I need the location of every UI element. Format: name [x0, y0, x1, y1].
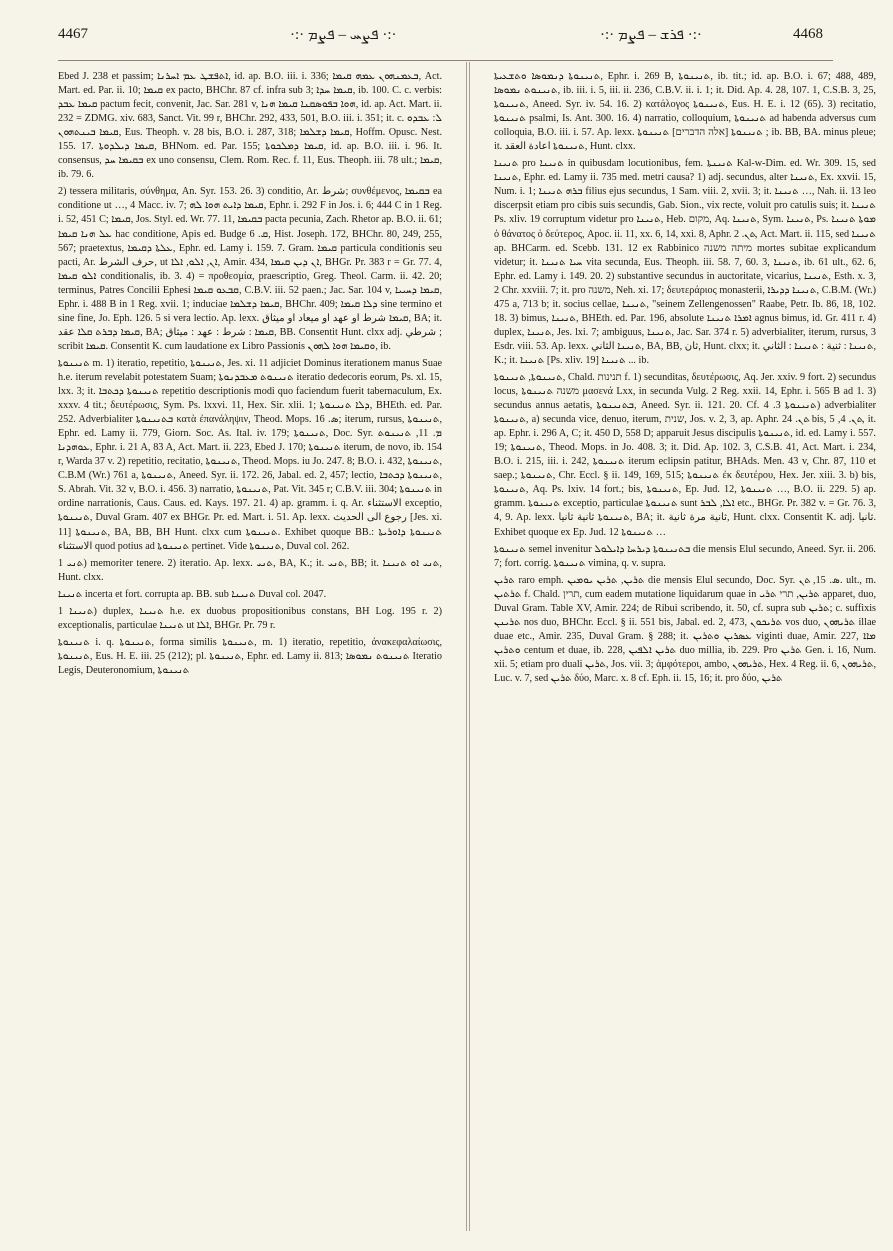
entry-paragraph: ܬܢܝܢܐ 1) duplex, ܬܢܝܢܐ h.e. ex duobus propositionibus constans, BH Log. 195 r. 2) exceptionalis, particulae ܬܢܝܢܐ ut ܐܠܐ, BHGr. Pr. 79 r.: [58, 605, 442, 631]
page-header: [0, 18, 893, 48]
entry-paragraph: Ebed J. 238 et passim; ܐܬܦܫܛ ܥܡ ܐܚܪܢܐ, id. ap. B.O. iii. i. 336; ܒܥܡܢܗܘܢ ܥܡܗ ܩܝܡܐ, Act. Mart. ed. Par. ii. 10; ܩܝܡܐ ex pacto, BHChr. 87 cf. infra sub 3; ܩܝܡܐ ܚܕܐ, ib. 100. C. c. verbis: ܩܝܡܐ ܥܒܕ pactum fecit, convenit, Jac. Sar. 281 v, ܗܘܐ ܒܦܘܣܩܢܐ ܩܝܡܐ ܗܢܐ, id. ap. Act. Mart. ii. 232 = ZDMG. xiv. 683, Sanct. Vit. 99 r, BHChr. 292, 433, 501, B.O. iii. i. 351; it. c. ܠ: ܥܒܕܘ ܩܝܡܐ ܒܝܢܬܗܘܢ, Eus. Theoph. v. 28 bis, B.O. i. 287, 318; ܩܝܡܐ ܕܫܠܡܐ, Hoffm. Opusc. Nest. 155. 17. ܩܝܡܐ ܕܝܠܕܘܬܐ, BHNom. ed. Par. 155; ܩܝܡܐ ܕܡܠܟܘܬܐ, id. ap. B.O. iii. i. 96. It. consensus, ܒܩܝܡܐ ܚܕ ex uno consensu, Clem. Rom. Rec. f. 11, Eus. Theoph. iii. 78 ult.; ܩܝܡܐ, ib. 79. 6.: [58, 71, 442, 181]
right-running-head: ·:· ܦܪܫ – ܦܨܡ ·:·: [600, 27, 702, 43]
header-rule: [58, 60, 833, 61]
left-column: [58, 70, 442, 1230]
entry-paragraph: ܬܢܝܢܐ incerta et fort. corrupta ap. BB. sub ܬܢܝܢܐ Duval col. 2047.: [58, 588, 327, 600]
entry-paragraph: ܬܢܝ 1) memoriter tenere. 2) iteratio. Ap. lexx. ܬܢܝ, BA, K.; it. ܬܢܝ, BB; it. ܬܢܝ ܐܘ ܬܢܝܢܐ, Hunt. clxx.: [58, 557, 442, 583]
entry-paragraph: ܬܢܝܢܘܬܐ semel invenitur ܒܬܢܝܢܘܬܐ ܕܝܪܚܐ ܕܐܝܠܘܠ die mensis Elul secundo, Aneed. Syr. ii. 206. 7; fort. corrig. ܬܢܝܢܘܬܐ vimina, q. v. supra.: [494, 543, 876, 569]
column-divider: [466, 62, 470, 1231]
entry-paragraph: 2) tessera militaris, σύνθημα, An. Syr. 153. 26. 3) conditio, Ar. شرط; συνθέμενος, ܒܩܝܡܐ ea conditione ut …, 4 Macc. iv. 7; ܩܝܡܐ ܕܐܝܬ ܗܘܐ ܠܗ, Ephr. i. 292 F in Jos. i. 6; 444 C in 1 Reg. i. 52, 451 C; ܩܝܡܐ, Jos. Styl. ed. Wr. 77. 11, ܒܩܝܡܐ pacta pecunia, Zach. Rhetor ap. B.O. ii. 61; ܥܠ ܗܢܐ ܩܝܡܐ hac conditione, Apis ed. Budge ܩ. 6, Hist. Joseph. 172, BHChr. 80, 249, 255, 567; praetextus, ܥܠܬܐ ܕܩܝܡܐ, Ephr. ed. Lamy i. 159. 7. Gram. ܩܝܡܐ particula conditionis seu pacti, Ar. حرف الشرط, ut ܐܢ, ܐܠܘ, ܐܠܐ, Amir. 434, ܐܢ ܕܝܢ ܩܝܡܐ, BHGr. Pr. 383 r = Gr. 77. 4, ܐܠܘ ܩܝܡܐ conditionalis, ib. 3. 4) = προθεσμία, praescriptio, Greg. Theol. Carm. ii. 42. 20; terminus, Patres Concilii Ephesi ܩܒܥܘ ܩܝܡܐ, C.B.V. iii. 52 paen.; Jac. Sar. 104 v, ܩܝܡܐ ܕܚܝܝܐ, Ephr. i. 488 B in 1 Reg. xvii. 1; induciae ܩܝܡܐ ܕܫܠܡܐ, BHChr. 409; ܕܠܐ ܩܝܡܐ sine termino et sine fine, Jo. Eph. 126. 5 si vera lectio. Ap. lexx. ܩܝܡܐ شرط او عهد او ميعاد او ميثاق, BA; it. ܩܝܡܐ ܕܒܪܬ ܩܠܐ عقد, BA; ܩܝܡܐ : شرط : عهد : ميثاق, BB. Consentit Hunt. clxx adj. شرطي ; scribit ܩܝܡܐ. Consentit K. cum laudatione ex Libro Passionis ܘܩܝܡܐ ܗܘܐ ܠܗܘܢ, ib.: [58, 186, 442, 352]
right-page-number: 4468: [793, 26, 823, 42]
entry-paragraph: ܬܢܝܢܘܬܐ ܕܢܡܘܣܐ ܘܬܫܥܝܬܐ, Ephr. i. 269 B, ܬܢܝܢܘܬܐ, ib. tit.; id. ap. B.O. i. 67; 488, 489, ܬܢܝܢܘܬ ܢܡܘܣܐ, ib. iii. i. 5, iii. ii. 236, C.B.V. ii. i. 1; it. Did. Ap. 4. 28, 107. 1, C.S.B. 3, 25, ܬܢܝܢܘܬܐ, Aneed. Syr. iv. 54. 16. 2) κατάλογος ܬܢܝܢܘܬܐ, Eus. H. E. i. 12 (65). 3) recitatio, ܬܢܝܢܘܬܐ psalmi, Is. Ant. 300. 16. 4) narratio, colloquium, ܬܢܝܢܘܬܐ ad habenda adversus cum colloquia, B.O. iii. i. 57. Ap. lexx. ܬܢܝܢܘܬܐ [אלה הדברים] ܬܢܝܢܘܬܐ ; ib. BB, BA. minus pleue; it. ܬܢܝܢܘܬܐ اعادة العقد, Hunt. clxx.: [494, 71, 876, 153]
entry-paragraph: ܬܢܝܢܘܬܐ, ܬܢܝܢܘܬܐ, Chald. תנינות f. 1) secunditas, δευτέρωσις, Aq. Jer. xxiv. 9 fort. 2) secundus locus, משנה ܬܢܝܢܘܬܐ μασενά Lxx, in secunda Vulg. 2 Reg. xxii. 14, Ephr. i. 565 B ad 1. 3) secundus annus aetatis, ܒܬܢܝܢܘܬܐ, Aneed. Syr. ii. 121. 20. Cf. ܬܢܝܢܘܬܐ 3. 4) adverbialiter ܬܢܝܢܘܬܐ, a) secunda vice, denuo, iterum, שנית, Jos. v. 2, 3, ap. Aphr. ܬܢ. 24 bis, ܬܢ. 4, 5, it. ap. Ephr. i. 296 A, C; it. 450 D, 558 D; apparuit Jesus discipulis ܬܢܝܢܘܬܐ, id. ed. Lamy i. 557. 19; ܬܢܝܢܘܬܐ, Theod. Mops. in Jo. 408. 3; it. Did. Ap. 102. 3, C.S.B. 41, Act. Mart. i. 234, B.O. i. 215, iii. i. 242, ܬܢܝܢܘܬܐ iterum eclipsin patitur, BHAds. Men. 43 v, Chr. 87, 110 et saep.; ܬܢܝܢܘܬܐ, Chr. Eccl. § ii. 149, 169, 515; ܬܢܝܢܘܬܐ ἐκ δευτέρου, Hex. Jer. xiii. 3. b) bis, ܬܢܝܢܘܬܐ, Aq. Ps. lxiv. 14 fort.; bis, ܬܢܝܢܘܬܐ, Ep. Jud. 12, ܬܢܝܢܘܬܐ …, B.O. ii. 229. 5) ap. gramm. ܬܢܝܢܘܬܐ exceptio, particulae ܬܢܝܢܘܬܐ sunt ܐܠܐ, ܠܒܪ etc., BHGr. Pr. 382 v. = Gr. 76. 3, 4, 9. Ap. lexx. ܬܢܝܢܘܬܐ ثانية ثانيا, BA; it. ثانية مرة ثانية, Hunt. clxx. Consentit K. adj. ثانيا. Exhibet quoque ex Ep. Jud. 12 ܬܢܝܢܘܬܐ …: [494, 371, 876, 538]
entry-paragraph: ܬܪܝܢ raro emph. ܬܪܝܢ, ܬܪܝܢ ܝܘܡܝܢ die mensis Elul secundo, Doc. Syr. ܣ. 15, ܬܢ. ult., m. ܬܪܬܝܢ f. Chald. תרין, cum eadem mutatione liquidarum quae in ܬܪܝܢ, תרי ܬܪܝ apparet, duo, Duval Gram. Table XV, Amir. 224; de Ribui scribendo, it. 50, cf. supra sub ܬܪܝܢ; c. suffixis ܬܪܝܢܢ nos duo, BHChr. Eccl. § ii. 551 bis, Jabal. ed. 2, 473, ܬܪܝܟܘܢ vos duo, ܬܪܝܗܘܢ illae duae etc., Amir. 235, Duval Gram. § 288; it. ܥܣܪܝܢ ܘܬܪܝܢ viginti duae, Amir. 227, ܡܐܐ ܘܬܪܝܢ centum et duae, ib. 228, ܬܪܝܢ ܐܠܦܝܢ duo millia, ib. 229. Pro ܬܪܝܢ Gen. i. 16, Num. xii. 5; etiam pro duali ܬܪܝܢ, Jos. vii. 3; ἀμφότεροι, ambo, ܬܪܝܗܘܢ, Hex. 4 Reg. ii. 6, ܬܪܝܗܘܢ, Luc. v. 7, sed ܬܪܝܢ δύο, Marc. x. 8 cf. Eph. ii. 15, 16; it. pro δύο, ܬܪܝܢ: [494, 574, 876, 684]
left-running-head: ·:· ܦܨܚ – ܦܨܡ ·:·: [290, 27, 397, 43]
entry-paragraph: ܬܢܝܢܘܬܐ m. 1) iteratio, repetitio, ܬܢܝܢܘܬܐ, Jes. xi. 11 adjiciet Dominus iterationem manus Suae h.e. iterum revelabit potestatem Suam; ܬܢܝܢܘܬ ܡܥܒܕܢܘܬܐ iteratio dedecoris eorum, Ps. xl. 15, lxx. 3; it. ܬܢܝܢܘܬܐ ܕܟܬܒܐ repetitio descriptionis modi quo faciendum fuerit tabernaculum, Ex. xxxv. 4 tit.; δευτέρωσις, Sym. Ps. lxxvi. 11, Hex. Sir. xlii. 1; ܕܠܐ ܬܢܝܢܘܬܐ, BHEth. ed. Par. 252. Adverbialiter ܒܬܢܝܢܘܬܐ κατὰ ἐπανάληψιν, Theod. Mops. ܣ. 16; iterum, rursus, ܬܢܝܢܘܬܐ, Ephr. ed. Lamy ii. 779, Giorn. Soc. As. Ital. iv. 179; ܬܢܝܢܘܬܐ, Doc. Syr. ܡ. 11, ܬܢܝܢܘܬ ܥܘܗܕܢܐ, Ephr. i. 21 A, 83 A, Act. Mart. ii. 223, Ebed J. 170; ܬܢܝܢܘܬܐ iterum, de novo, ib. 154 r, Warda 37 v. 2) repetitio, recitatio, ܬܢܝܢܘܬܐ, Theod. Mops. iu Jo. 247. 8; B.O. i. 432, ܬܢܝܢܘܬܐ, C.B.M (Wr.) 761 a, ܬܢܝܢܘܬܐ, Aneed. Syr. ii. 172. 26, Jabal. ed. 2, 457; lectio, ܬܢܝܢܘܬܐ ܕܟܬܒܐ, S. Abrah. Vit. 32 v, B.O. i. 456. 3) narratio, ܬܢܝܢܘܬܐ, Pat. Vit. 345 r; C.B.V. iii. 304; ܬܢܝܢܘܬܐ in ordine narrationis, Caus. Caus. ed. Kays. 197. 21. 4) ap. gramm. i. q. Ar. الاستثناء exceptio, ܬܢܝܢܘܬܐ, Duval Gram. 407 ex BHGr. Pr. ed. Mart. i. 51. Ap. lexx. رجوع الى الحديث [Jes. xi. 11] ܬܢܝܢܘܬܐ, BA, BB, BH Hunt. clxx cum ܬܢܝܢܘܬܐ. Exhibet quoque BB.: ܬܢܝܢܘܬܐ ܕܐܘܪܝܬܐ الاستثناء quod potius ad ܬܢܝܢܘܬܐ pertinet. Vide ܬܢܝܢܘܬܐ, Duval col. 262.: [58, 357, 442, 552]
entry-paragraph: ܬܢܝܢܐ pro ܬܢܝܢܐ in quibusdam locutionibus, fem. ܬܢܝܢܬܐ Kal-w-Dim. ed. Wr. 309. 15, sed ܬܢܝܢܐ, Ephr. ed. Lamy ii. 735 med. metri causa? 1) adj. secundus, alter ܬܢܝܢܐ, Ex. xxvii. 15, Num. i. 1; ܒܪܗ ܬܢܝܢܐ filius ejus secundus, 1 Sam. viii. 2, xvii. 3; it. ܬܢܝܢܐ …, Nah. ii. 13 leo discerpsit etiam pro cibis suis secundis, Gab. Sion., vix recte, voluit pro catulis suis; it. ܬܢܝܢܐ Ps. xliv. 19 corruptum videtur pro ܬܢܝܢܐ, Heb. מקום, Aq. ܬܢܝܢܐ, Sym. ܬܢܝܢܐ, Ps. ܡܘܬܐ ܬܢܝܢܐ ὁ θάνατος ὁ δεύτερος, Apoc. ii. 11, xx. 6, 14, xxi. 8, Aphr. ܬܢ. 2, Act. Mart. ii. 115, sed ܬܢܝܢܐ ap. BHCarm. ed. Scebb. 131. 12 ex Rabbinico מיתה משנה mortes subitae explicandum videtur; it. ܚܝܐ ܬܢܝܢܐ vita secunda, Eus. Theoph. iii. 58. 7, 60. 3, ܬܢܝܢܐ, ib. 61 ult., 62. 6, Ephr. ed. Lamy i. 149. 20. 2) substantive secundus in auctoritate, vicarius, ܬܢܝܢܐ, Esth. x. 3, 2 Chr. xxviii. 7; it. pro משנה, Neh. xi. 17; δευτεράριος monasterii, ܬܢܝܢܐ ܕܕܝܪܐ, C.B.M. (Wr.) 475 a, 713 b; it. socius cellae, ܬܢܝܢܐ, "seinem Zellengenossen" Raabe, Petr. Ib. 86, 18, 102. 18. 3) bimus, ܬܢܝܢܐ, BHEth. ed. Par. 196, absolute ܐܡܪܐ ܬܢܝܢܐ agnus bimus, id. Gr. 411 r. 4) duplex, ܬܢܝܢܐ, Jes. lxi. 7; ambiguus, ܬܢܝܢܐ, Jac. Sar. 374 r. 5) adverbialiter, iterum, rursus, 3 Esdr. viii. 53. Ap. lexx. ܬܢܝܢܐ الثاني, BA, BB, ثان, Hunt. clxx; it. ܬܢܝܢܐ : ثنية : ܬܢܝܢܐ : الثاني, K.; it. ܬܢܝܢܐ [Ps. xliv. 19] ܬܢܝܢܐ ... ib.: [494, 158, 876, 366]
entry-paragraph: ܬܢܝܢܘܬܐ i. q. ܬܢܝܢܘܬܐ, forma similis ܬܢܝܢܘܬܐ, m. 1) iteratio, repetitio, ἀνακεφαλαίωσις, ܬܢܝܢܘܬܐ, Eus. H. E. iii. 25 (212); pl. ܬܢܝܢܘܬܐ, Ephr. ed. Lamy ii. 813; ܬܢܝܢܘܬ ܢܡܘܣܐ Iteratio Legis, Deuteronomium, ܬܢܝܢܘܬܐ: [58, 636, 442, 676]
left-page-number: 4467: [58, 26, 88, 42]
right-column: [494, 70, 876, 1230]
